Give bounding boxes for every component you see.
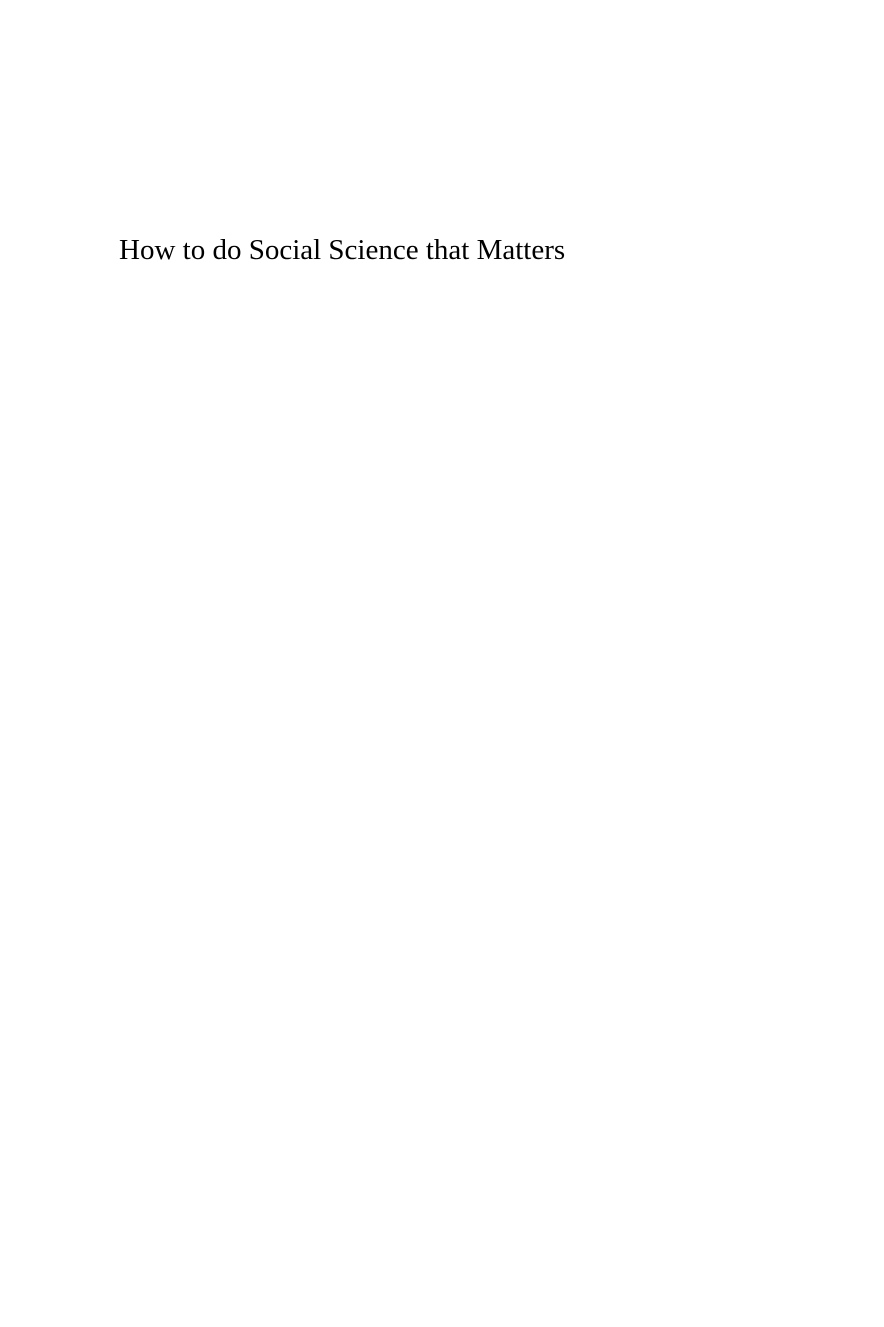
half-title: How to do Social Science that Matters <box>119 234 566 266</box>
